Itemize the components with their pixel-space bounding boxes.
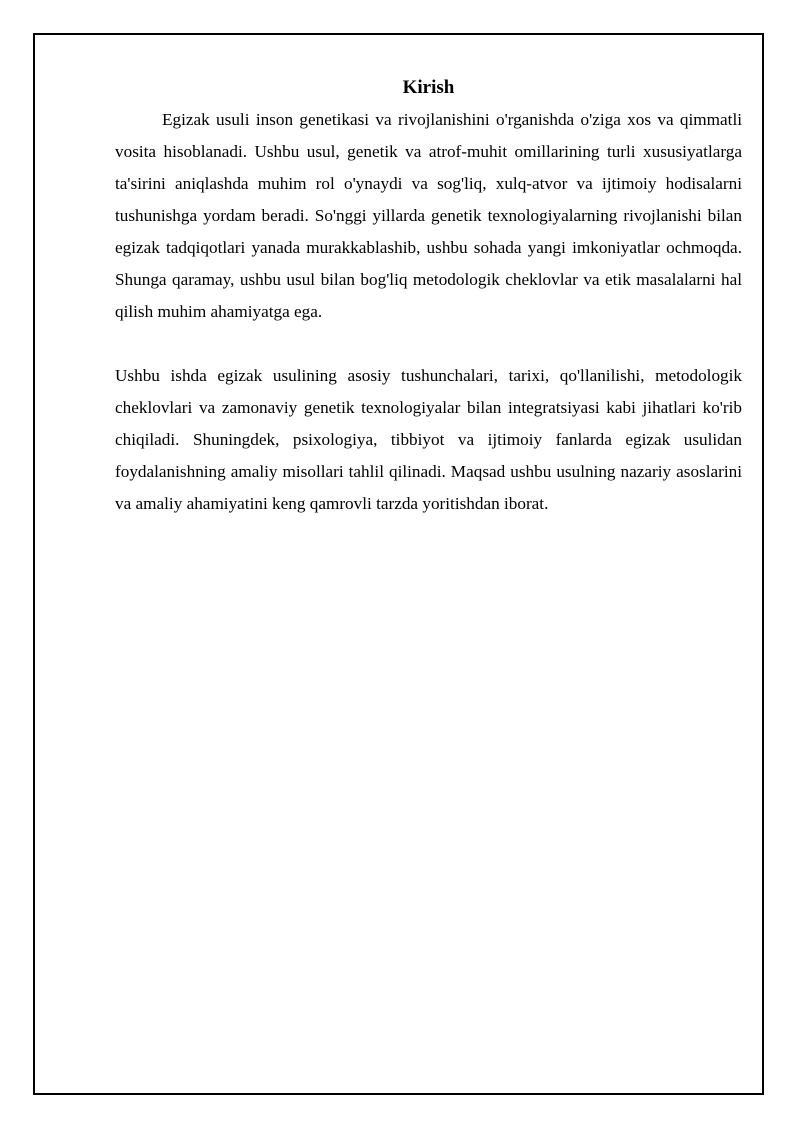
paragraph-scope: Ushbu ishda egizak usulining asosiy tushunchalari, tarixi, qo'llanilishi, metodologik cheklovlari va zamonaviy genetik texnologiyalar bilan integratsiyasi kabi jihatlari ko'rib chiqiladi. Shuningdek, psixologiya, tibbiyot va ijtimoiy fanlarda egizak usulidan foydalanishning amaliy misollari tahlil qilinadi. Maqsad ushbu usulning nazariy asoslarini va amaliy ahamiyatini keng qamrovli tarzda yoritishdan iborat. bbox=[115, 366, 742, 513]
paragraph-spacer bbox=[115, 328, 742, 360]
paragraph-intro: Egizak usuli inson genetikasi va rivojlanishini o'rganishda o'ziga xos va qimmatli vosita hisoblanadi. Ushbu usul, genetik va atrof-muhit omillarining turli xususiyatlarga ta'sirini aniqlashda muhim rol o'ynaydi va sog'liq, xulq-atvor va ijtimoiy hodisalarni tushunishga yordam beradi. So'nggi yillarda genetik texnologiyalarning rivojlanishi bilan egizak tadqiqotlari yanada murakkablashib, ushbu sohada yangi imkoniyatlar ochmoqda. Shunga qaramay, ushbu usul bilan bog'liq metodologik cheklovlar va etik masalalarni hal qilish muhim ahamiyatga ega. bbox=[115, 110, 742, 321]
document-body bbox=[115, 74, 742, 520]
section-title: Kirish bbox=[402, 77, 455, 98]
